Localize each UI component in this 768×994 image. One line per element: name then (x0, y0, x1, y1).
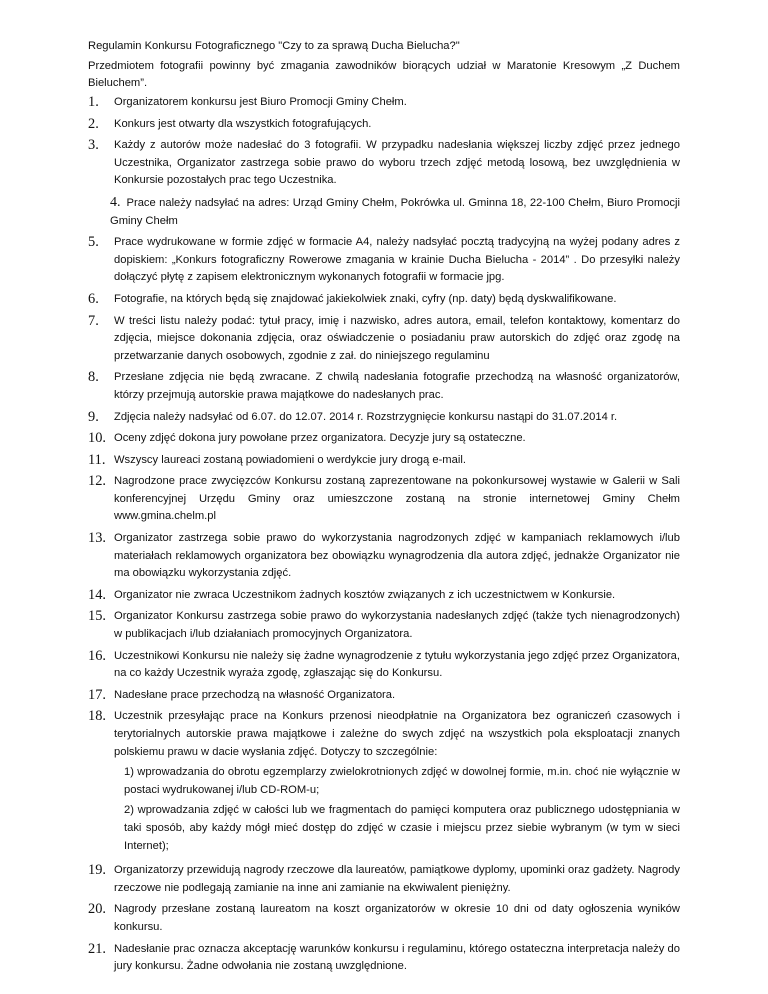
document-intro: Przedmiotem fotografii powinny być zmagania zawodników biorących udział w Maratonie Kresowym „Z Duchem Bieluchem”. (88, 60, 680, 89)
rule-item (88, 530, 680, 583)
rule-text: Organizatorem konkursu jest Biuro Promocji Gminy Chełm. (114, 96, 407, 108)
rule-item (88, 409, 680, 427)
document-title: Regulamin Konkursu Fotograficznego "Czy to za sprawą Ducha Bielucha?" (88, 40, 460, 52)
rule-text: Organizator Konkursu zastrzega sobie prawo do wykorzystania nadesłanych zdjęć (także tych nienagrodzonych) w publikacjach i/lub działaniach promocyjnych Organizatora. (114, 610, 680, 641)
rule-body (114, 708, 680, 858)
rule-item (88, 137, 680, 190)
rule-item (88, 901, 680, 936)
rule-item (88, 648, 680, 683)
rule-number: 14. (88, 586, 106, 603)
rule-number: 19. (88, 862, 106, 879)
rule-item (88, 234, 680, 287)
rule-text: Uczestnik przesyłając prace na Konkurs przenosi nieodpłatnie na Organizatora bez ograniczeń czasowych i terytorialnych autorskie prawa majątkowe i zależne do swych zdjęć na wszystkich pola eksploatacji znanych polskiemu prawu w dacie wysłania zdjęć. Dotyczy to szczególnie: (114, 710, 680, 758)
rule-text: Wszyscy laureaci zostaną powiadomieni o werdykcie jury drogą e-mail. (114, 453, 466, 466)
rule-text: Zdjęcia należy nadsyłać od 6.07. do 12.07. 2014 r. Rozstrzygnięcie konkursu nastąpi do 31.07.2014 r. (114, 410, 618, 423)
rule-item (88, 369, 680, 404)
rule-number: 13. (88, 530, 106, 547)
rule-number: 5. (88, 234, 99, 251)
rule-item (88, 587, 680, 605)
rule-subitem: 1) wprowadzania do obrotu egzemplarzy zwielokrotnionych zdjęć w dowolnej formie, m.in. choć nie wyłącznie w postaci wydrukowanej i/lub CD-ROM-u; (124, 766, 680, 796)
rule-number: 11. (88, 451, 106, 468)
rule-item (88, 941, 680, 976)
rule-number: 9. (88, 408, 99, 425)
rule-subitem: 2) wprowadzania zdjęć w całości lub we fragmentach do pamięci komputera oraz publicznego udostępniania w taki sposób, aby każdy mógł mieć dostęp do zdjęć w czasie i miejscu przez siebie wybranym (w tym w sieci Internet); (124, 804, 680, 852)
rule-item (88, 430, 680, 448)
rule-number: 6. (88, 290, 99, 307)
rule-item (88, 473, 680, 526)
rule-number: 18. (88, 708, 106, 725)
rule-item (88, 708, 680, 858)
rule-number: 12. (88, 473, 106, 490)
rule-item (88, 116, 680, 134)
rule-text: Prace należy nadsyłać na adres: Urząd Gminy Chełm, Pokrówka ul. Gminna 18, 22-100 Chełm, Biuro Promocji Gminy Chełm (110, 196, 680, 227)
rules-list (88, 94, 680, 976)
rule-text-block (110, 194, 680, 230)
rule-number: 17. (88, 686, 106, 703)
rule-text: Nadesłane prace przechodzą na własność Organizatora. (114, 688, 396, 701)
rule-text: Uczestnikowi Konkursu nie należy się żadne wynagrodzenie z tytułu wykorzystania jego zdjęć przez Organizatora, na co każdy Uczestnik wyraża zgodę, zgłaszając się do Konkursu. (114, 649, 680, 680)
rule-number: 2. (88, 115, 99, 132)
rule-text: Organizator nie zwraca Uczestnikom żadnych kosztów związanych z ich uczestnictwem w Konkursie. (114, 588, 616, 601)
rule-text: Organizator zastrzega sobie prawo do wykorzystania nagrodzonych zdjęć w kampaniach reklamowych i/lub materiałach reklamowych organizatora bez obowiązku wynagrodzenia dla autora zdjęć, jednakże Organizator nie ma obowiązku wykorzystania zdjęć. (114, 532, 680, 580)
rule-number: 8. (88, 369, 99, 386)
rule-text: Konkurs jest otwarty dla wszystkich fotografujących. (114, 117, 372, 130)
rule-item (88, 291, 680, 309)
rule-text: Nagrodzone prace zwycięzców Konkursu zostaną zaprezentowane na pokonkursowej wystawie w Galerii w Sali konferencyjnej Urzędu Gminy oraz umieszczone zostaną na stronie internetowej Gminy Chełm www.gmina.chelm.pl (114, 475, 680, 523)
rule-item (88, 608, 680, 643)
rule-text: Prace wydrukowane w formie zdjęć w formacie A4, należy nadsyłać pocztą tradycyjną na wyżej podany adres z dopiskiem: „Konkurs fotograficzny Rowerowe zmagania w krainie Ducha Bielucha - 2014” . Do przesyłki należy dołączyć płytę z zapisem elektronicznym wykonanych fotografii w formacie jpg. (114, 236, 680, 284)
rule-text: Każdy z autorów może nadesłać do 3 fotografii. W przypadku nadesłania większej liczby zdjęć przez jednego Uczestnika, Organizator zastrzega sobie prawo do wyboru trzech zdjęć metodą losową, bez uwzględnienia w Konkursie pozostałych prac tego Uczestnika. (114, 139, 680, 187)
rule-item (88, 687, 680, 705)
rule-text: W treści listu należy podać: tytuł pracy, imię i nazwisko, adres autora, email, telefon kontaktowy, komentarz do zdjęcia, miejsce dokonania zdjęcia, oraz oświadczenie o posiadaniu praw autorskich do zdjęć oraz zgodę na przetwarzanie danych osobowych, zgodnie z zał. do niniejszego regulaminu (114, 314, 680, 362)
rule-number: 21. (88, 940, 106, 957)
rule-text: Fotografie, na których będą się znajdować jakiekolwiek znaki, cyfry (np. daty) będą dyskwalifikowane. (114, 292, 617, 305)
rule-number: 7. (88, 312, 99, 329)
rule-number: 3. (88, 137, 99, 154)
rule-text: Przesłane zdjęcia nie będą zwracane. Z chwilą nadesłania fotografie przechodzą na własność organizatorów, którzy przejmują autorskie prawa majątkowe do nadesłanych prac. (114, 371, 680, 401)
rule-item (88, 862, 680, 897)
rule-number: 4. (110, 194, 121, 210)
rule-text: Nadesłanie prac oznacza akceptację warunków konkursu i regulaminu, którego ostateczna interpretacja należy do jury konkursu. Żadne odwołania nie zostaną uwzględnione. (114, 942, 680, 973)
rule-number: 15. (88, 608, 106, 625)
rule-text: Oceny zdjęć dokona jury powołane przez organizatora. Decyzje jury są ostateczne. (114, 432, 526, 445)
rule-item (88, 194, 680, 230)
rule-text: Organizatorzy przewidują nagrody rzeczowe dla laureatów, pamiątkowe dyplomy, upominki oraz gadżety. Nagrody rzeczowe nie podlegają zamianie na inne ani zamianie na ekwiwalent pieniężny. (114, 864, 680, 894)
rule-item (88, 94, 680, 112)
rule-number: 1. (88, 94, 99, 110)
rule-item (88, 452, 680, 470)
rule-number: 10. (88, 430, 106, 447)
rule-item (88, 313, 680, 366)
rule-number: 16. (88, 647, 106, 664)
rule-number: 20. (88, 901, 106, 918)
rule-text: Nagrody przesłane zostaną laureatom na koszt organizatorów w okresie 10 dni od daty ogłoszenia wyników konkursu. (114, 903, 680, 933)
